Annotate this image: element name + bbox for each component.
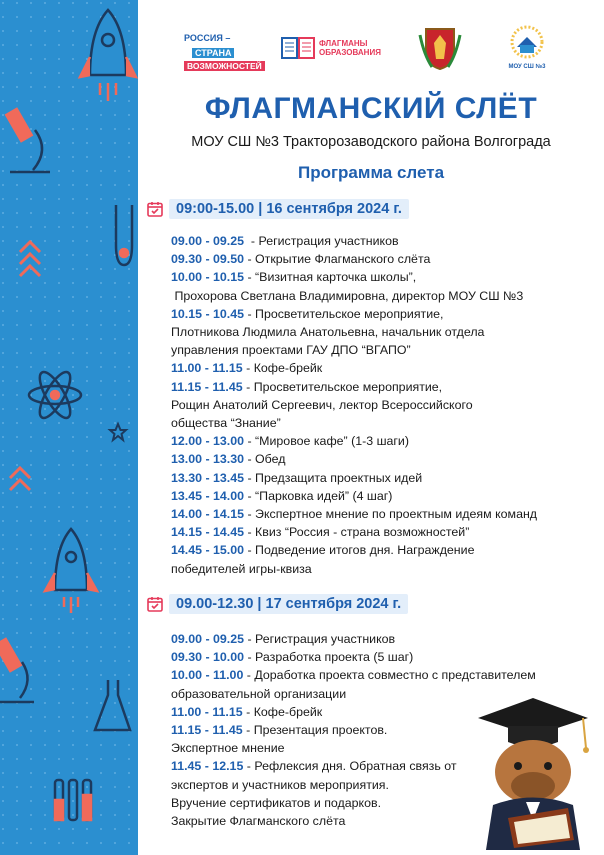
item-text: Закрытие Флагманского слёта — [171, 814, 346, 829]
item-separator: - — [244, 270, 256, 285]
book-icon — [280, 35, 316, 61]
item-text: “Визитная карточка школы”, — [255, 270, 417, 285]
item-separator: - — [242, 704, 254, 719]
item-text: Предзащита проектных идей — [255, 470, 423, 485]
item-time: 14.15 - 14.45 — [171, 525, 245, 540]
item-time: 10.15 - 10.45 — [171, 306, 245, 321]
item-time: 11.45 - 12.15 — [171, 759, 244, 774]
item-separator: - — [244, 488, 256, 503]
day-label: 09:00-15.00 | 16 сентября 2024 г. — [169, 199, 409, 219]
item-text: Подведение итогов дня. Награждение — [255, 543, 475, 558]
item-time: 13.45 - 14.00 — [171, 488, 245, 503]
item-text: Экспертное мнение по проектным идеям команд — [255, 507, 538, 522]
schedule-item — [171, 359, 591, 377]
item-text: Вручение сертификатов и подарков. — [171, 795, 382, 810]
item-text: Открытие Флагманского слёта — [255, 252, 431, 267]
russia-logo-line2: СТРАНА — [192, 48, 234, 58]
page-title: ФЛАГМАНСКИЙ СЛЁТ — [204, 92, 538, 125]
item-text: управления проектами ГАУ ДПО “ВГАПО” — [171, 343, 411, 358]
logos-row — [150, 25, 590, 75]
item-time: 10.00 - 10.15 — [171, 270, 245, 285]
calendar-icon — [147, 201, 163, 217]
flagships-logo-line1: ФЛАГМАНЫ — [319, 39, 368, 48]
item-text: “Парковка идей” (4 шаг) — [255, 488, 393, 503]
item-separator: - — [242, 361, 254, 376]
school-emblem-icon — [507, 25, 547, 59]
schedule-item — [171, 487, 591, 505]
schedule-item — [171, 341, 591, 359]
item-text: Просветительское мероприятие, — [255, 306, 444, 321]
schedule-list — [171, 232, 591, 578]
schedule-item — [171, 432, 591, 450]
coat-of-arms-icon — [418, 25, 462, 76]
item-separator: - — [244, 252, 256, 267]
item-separator: - — [244, 525, 256, 540]
item-time: 10.00 - 11.00 — [171, 668, 244, 683]
schedule-item — [171, 250, 591, 268]
item-separator: - — [243, 668, 255, 683]
item-separator: - — [242, 723, 254, 738]
item-time: 14.00 - 14.15 — [171, 507, 245, 522]
graduate-capybara-icon — [468, 690, 598, 850]
item-text: Прохорова Светлана Владимировна, директор МОУ СШ №3 — [171, 288, 524, 303]
russia-logo-line3: ВОЗМОЖНОСТЕЙ — [184, 61, 265, 71]
item-separator: - — [244, 470, 256, 485]
schedule-item — [171, 541, 591, 559]
item-time: 11.00 - 11.15 — [171, 704, 243, 719]
item-time: 11.15 - 11.45 — [171, 723, 243, 738]
item-text: Кофе-брейк — [253, 704, 323, 719]
item-separator: - — [244, 434, 256, 449]
item-text: победителей игры-квиза — [171, 561, 312, 576]
item-separator: - — [244, 306, 256, 321]
schedule-item — [171, 287, 591, 305]
schedule-item — [171, 648, 591, 666]
item-text: Обед — [255, 452, 286, 467]
item-separator: - — [243, 759, 255, 774]
program-title: Программа слета — [297, 163, 445, 182]
item-time: 12.00 - 13.00 — [171, 434, 245, 449]
schedule-item — [171, 630, 591, 648]
flagships-logo — [280, 35, 381, 61]
item-text: Рефлексия дня. Обратная связь от — [254, 759, 457, 774]
item-time: 09.30 - 09.50 — [171, 252, 245, 267]
item-text: Просветительское мероприятие, — [253, 379, 443, 394]
schedule-item — [171, 469, 591, 487]
item-text: Кофе-брейк — [253, 361, 323, 376]
item-time: 09.30 - 10.00 — [171, 650, 245, 665]
item-text: “Мировое кафе” (1-3 шаги) — [255, 434, 409, 449]
item-text: Регистрация участников — [258, 234, 399, 248]
item-separator: - — [244, 632, 256, 646]
item-separator: - — [244, 543, 256, 558]
item-time: 13.30 - 13.45 — [171, 470, 245, 485]
russia-opportunities-logo — [184, 33, 265, 71]
item-text: экспертов и участников мероприятия. — [171, 777, 389, 792]
sidebar-pattern — [0, 0, 138, 855]
decorative-sidebar — [0, 0, 138, 855]
schedule-item — [171, 450, 591, 468]
russia-logo-line1: РОССИЯ – — [184, 33, 231, 43]
item-text: Доработка проекта совместно с представителем — [254, 668, 536, 683]
schedule-item — [171, 666, 591, 684]
item-separator: - — [244, 507, 256, 522]
schedule-item — [171, 268, 591, 286]
item-text: Плотникова Людмила Анатольевна, начальник отдела — [171, 325, 485, 340]
item-time: 09.00 - 09.25 — [171, 234, 245, 248]
item-text: Разработка проекта (5 шаг) — [255, 650, 414, 665]
item-time: 11.00 - 11.15 — [171, 361, 243, 376]
school-logo-label: МОУ СШ №3 — [508, 64, 546, 70]
schedule-item — [171, 305, 591, 323]
item-text: Рощин Анатолий Сергеевич, лектор Всероссийского — [171, 397, 473, 412]
item-separator: - — [244, 650, 256, 665]
schedule-item — [171, 523, 591, 541]
item-text: Экспертное мнение — [171, 741, 285, 756]
item-time: 13.00 - 13.30 — [171, 452, 245, 467]
item-text: Регистрация участников — [255, 632, 396, 646]
day-label: 09.00-12.30 | 17 сентября 2024 г. — [169, 594, 408, 614]
flagships-logo-line2: ОБРАЗОВАНИЯ — [319, 48, 381, 57]
schedule-item — [171, 323, 591, 341]
item-separator: - — [242, 379, 254, 394]
schedule-item — [171, 396, 591, 414]
schedule-item — [171, 505, 591, 523]
schedule-item — [171, 560, 591, 578]
calendar-icon — [147, 596, 163, 612]
item-time: 14.45 - 15.00 — [171, 543, 245, 558]
schedule-item — [171, 414, 591, 432]
schedule-item — [171, 232, 591, 250]
item-text: Квиз “Россия - страна возможностей” — [255, 525, 470, 540]
item-text: образовательной организации — [171, 686, 347, 701]
day-header — [147, 592, 408, 616]
day-header — [147, 197, 409, 221]
school-logo — [500, 25, 554, 70]
item-separator: - — [244, 234, 259, 248]
item-time: 09.00 - 09.25 — [171, 632, 245, 646]
schedule-item — [171, 378, 591, 396]
item-time: 11.15 - 11.45 — [171, 379, 243, 394]
item-text: общества “Знание” — [171, 416, 281, 431]
item-text: Презентация проектов. — [253, 723, 388, 738]
page-subtitle: МОУ СШ №3 Тракторозаводского района Волгограда — [191, 134, 551, 150]
item-separator: - — [244, 452, 256, 467]
